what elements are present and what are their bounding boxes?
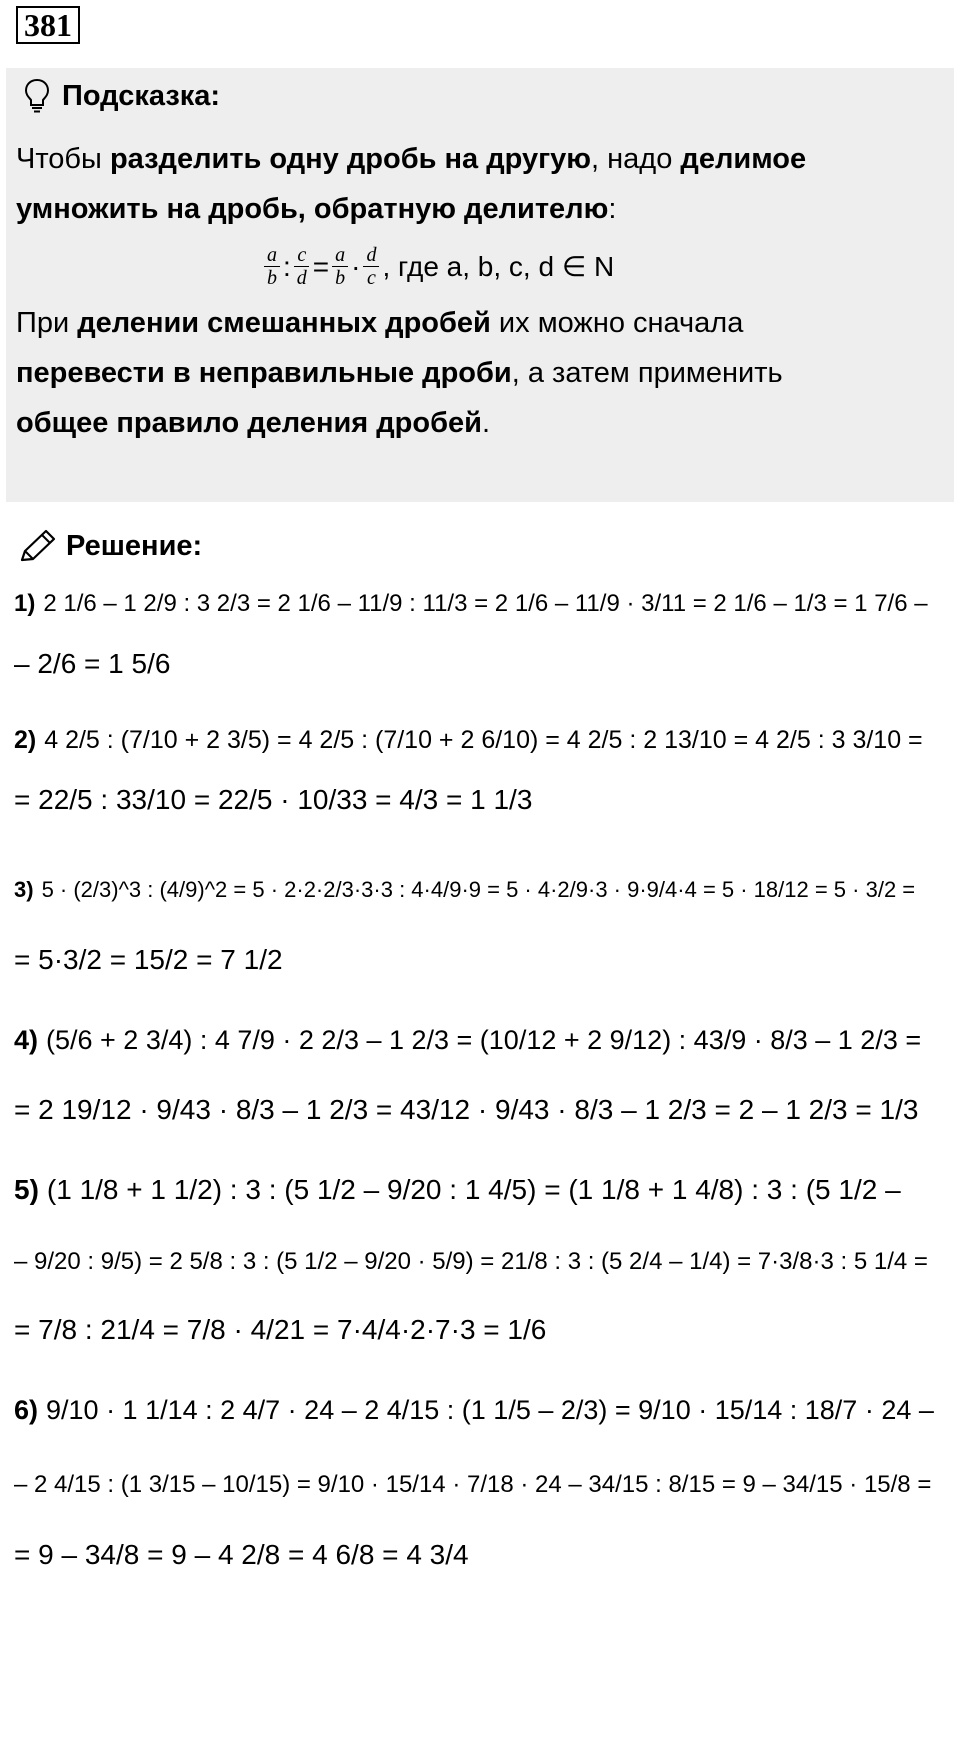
solution-line (14, 1300, 546, 1360)
solution-header (18, 528, 202, 564)
hint-header (24, 78, 220, 114)
division-rule-formula: $\frac{a}{b}$ : $\frac{c}{d}$ = $\frac{a}{b}$ · $\frac{d}{c}$ , где a, b, c, d ∈ N (261, 244, 614, 289)
text-run: : (608, 193, 617, 225)
solution-line (14, 1380, 934, 1440)
text-run: перевести в неправильные дроби (16, 357, 512, 389)
math-expression: – 2 4/15 : (1 3/15 – 10/15) = 9/10 · 15/14 · 7/18 · 24 – 34/15 : 8/15 = 9 – 34/15 · 15/8 = (14, 1471, 932, 1498)
task-label: 3) (14, 877, 34, 902)
task-label: 4) (14, 1024, 39, 1055)
text-run: Чтобы (16, 143, 110, 175)
text-run: . (481, 407, 491, 439)
math-expression: = 7/8 : 21/4 = 7/8 · 4/21 = 7·4/4·2·7·3 = 1/6 (14, 1314, 547, 1345)
hint-paragraph-3 (16, 298, 946, 348)
solution-line (14, 1080, 918, 1140)
hint-paragraph-4 (16, 348, 946, 398)
math-expression: = 2 19/12 · 9/43 · 8/3 – 1 2/3 = 43/12 · 9/43 · 8/3 – 1 2/3 = 2 – 1 2/3 = 1/3 (14, 1094, 919, 1125)
hint-paragraph-2 (16, 184, 946, 234)
solution-line (14, 770, 532, 830)
solution-line (14, 1160, 901, 1220)
pencil-icon (18, 528, 58, 564)
solution-title: Решение: (66, 529, 203, 562)
solution-line (14, 1455, 931, 1515)
solution-line (14, 634, 170, 694)
solution-line (14, 860, 915, 920)
task-label: 2) (14, 725, 37, 754)
text-run: делении смешанных дробей (77, 307, 491, 339)
math-expression: (1 1/8 + 1 1/2) : 3 : (5 1/2 – 9/20 : 1 4/5) = (1 1/8 + 1 4/8) : 3 : (5 1/2 – (46, 1174, 901, 1205)
solution-line (14, 930, 283, 990)
text-run: общее правило деления дробей (16, 407, 482, 439)
text-run: При (16, 307, 78, 339)
solution-line (14, 1010, 921, 1070)
task-label: 5) (14, 1174, 39, 1205)
task-label: 1) (14, 590, 36, 617)
text-run: , надо (591, 143, 681, 175)
math-expression: (5/6 + 2 3/4) : 4 7/9 · 2 2/3 – 1 2/3 = (10/12 + 2 9/12) : 43/9 · 8/3 – 1 2/3 = (46, 1024, 922, 1055)
hint-paragraph-5 (16, 398, 946, 448)
math-expression: 9/10 · 1 1/14 : 2 4/7 · 24 – 2 4/15 : (1 1/5 – 2/3) = 9/10 · 15/14 : 18/7 · 24 – (46, 1394, 934, 1425)
math-expression: 5 · (2/3)^3 : (4/9)^2 = 5 · 2·2·2/3·3·3 : 4·4/9·9 = 5 · 4·2/9·3 · 9·9/4·4 = 5 · 18/12 = 5 · 3/2 = (41, 877, 916, 902)
math-expression: – 2/6 = 1 5/6 (14, 648, 171, 679)
formula-condition: , где a, b, c, d ∈ N (382, 251, 615, 282)
solution-line (14, 1525, 469, 1585)
solution-line (14, 710, 923, 770)
text-run: делимое (680, 143, 807, 175)
solution-line (14, 1232, 928, 1292)
solution-line (14, 574, 928, 634)
math-expression: 2 1/6 – 1 2/9 : 3 2/3 = 2 1/6 – 11/9 : 11/3 = 2 1/6 – 11/9 · 3/11 = 2 1/6 – 1/3 = 1 7/6 – (43, 590, 928, 617)
hint-title: Подсказка: (62, 79, 221, 112)
math-expression: – 9/20 : 9/5) = 2 5/8 : 3 : (5 1/2 – 9/20 · 5/9) = 21/8 : 3 : (5 2/4 – 1/4) = 7·3/8·3 : 5 1/4 = (14, 1248, 928, 1275)
problem-number: 381 (16, 6, 80, 44)
hint-paragraph-1 (16, 134, 946, 184)
lightbulb-icon (24, 78, 50, 114)
text-run: разделить одну дробь на другую (109, 143, 592, 175)
text-run: умножить на дробь, обратную делителю (16, 193, 609, 225)
task-label: 6) (14, 1394, 39, 1425)
text-run: , а затем применить (511, 357, 783, 389)
hint-box (6, 68, 954, 502)
math-expression: = 5·3/2 = 15/2 = 7 1/2 (14, 944, 283, 975)
math-expression: = 22/5 : 33/10 = 22/5 · 10/33 = 4/3 = 1 1/3 (14, 784, 533, 815)
math-expression: = 9 – 34/8 = 9 – 4 2/8 = 4 6/8 = 4 3/4 (14, 1539, 469, 1570)
math-expression: 4 2/5 : (7/10 + 2 3/5) = 4 2/5 : (7/10 + 2 6/10) = 4 2/5 : 2 13/10 = 4 2/5 : 3 3/10 = (44, 725, 923, 754)
text-run: их можно сначала (490, 307, 744, 339)
